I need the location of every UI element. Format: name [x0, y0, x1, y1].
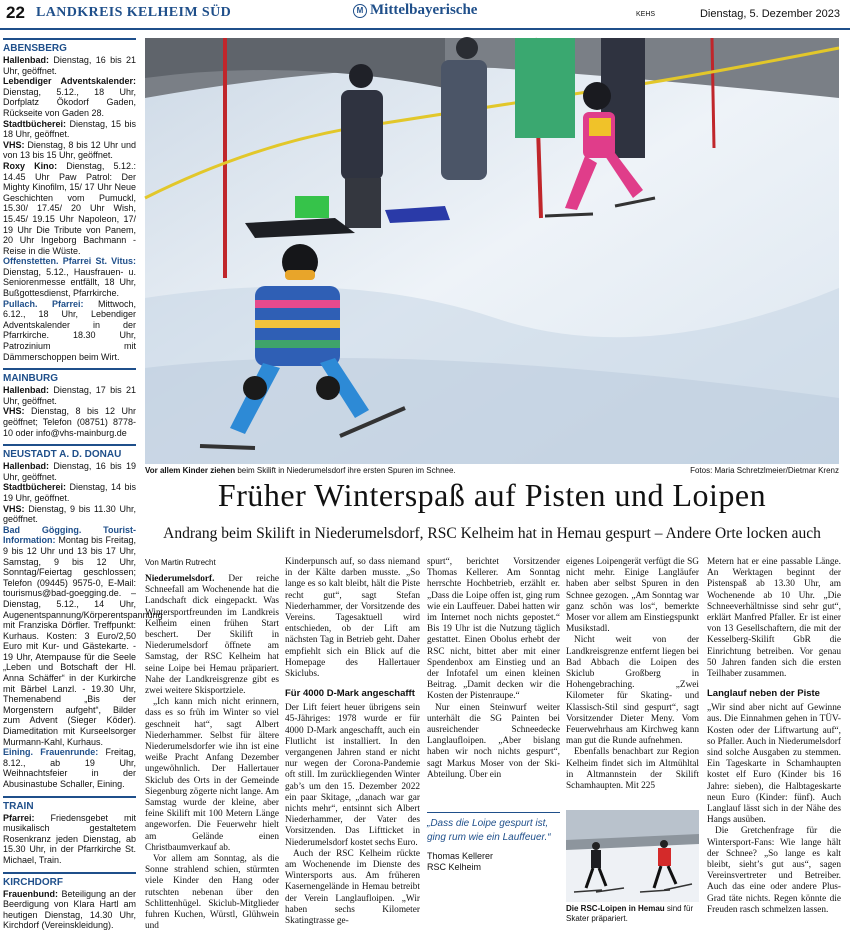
listing-entry: Hallenbad: Dienstag, 16 bis 19 Uhr, geöffnet.: [3, 461, 136, 482]
article-subheading: Langlauf neben der Piste: [707, 688, 820, 700]
ski-slope-photo: [145, 38, 839, 464]
listing-entry: VHS: Dienstag, 9 bis 11.30 Uhr, geöffnet.: [3, 503, 136, 525]
article-paragraph: Kinderpunsch auf, so dass niemand in der Kälte darben musste. „So lange es so kalt bleibt, hält die Piste recht gut“, sagt Stefan Niederhammer, der Vorsitzende des Vereins. Tagesaktuell wird entschieden, ob der Lift am nächsten Tag in Betrieb geht. Daher empfiehlt sich ein Blick auf die Homepage des Hallertauer Skiclubs.: [285, 557, 420, 680]
newspaper-brand: [353, 2, 477, 19]
article-paragraph: Nicht weit von der Landkreisgrenze entfernt liegen bei Bad Abbach die Loipen des Skiclub Großberg in Hohengebraching. „Zwei Kilometer für Skating- und Klassisch-Stil sind gespurt“, sagt Vorsitzender Dieter Meny. Vom Feuerwehrhaus am Kirchweg kann man gut die Runde aufnehmen.: [566, 635, 699, 747]
issue-date: Dienstag, 5. Dezember 2023: [699, 8, 840, 20]
town-block-train: [3, 796, 136, 866]
article-paragraph: Vor allem am Sonntag, als die Sonne strahlend schien, stürmten viele Kinder den Hang oder rutschten nebenan über den Schlittenhügel. Skiclub-Mitglieder fuhren Kuchen, Würstl, Glühwein und: [145, 854, 279, 932]
photo-caption-row: [145, 466, 839, 475]
listing-entry: Pullach. Pfarrei: Mittwoch, 6.12., 18 Uhr, Lebendiger Adventskalender in der Pfarrkirche. 18.30 Uhr, Patrozinium mit Dämmerschoppen beim Wirt.: [3, 298, 137, 362]
listing-entry: Bad Gögging. Tourist-Information: Montag bis Freitag, 9 bis 12 Uhr und 13 bis 17 Uhr, Samstag, 9 bis 12 Uhr, Sonntag/Feiertag geschlossen; Telefon (09445) 9575-0, E-Mail: tourismus@bad-goegging.de. – Dienstag, 5.12., 14 Uhr, Augenentspannung/Körperentspannung mit Franziska Dörfler. Treffpunkt: Kurhaus. Kosten: 3 Euro/2,50 Euro mit Kur- und Gästekarte. - 19 Uhr, Atempause für die Seele „Leben und Botschaft der Hl. Anna Schäffer“ in der Kurkirche mit Bärbel Lanzl. - 19.30 Uhr, Themenabend „Bis der Morgenstern aufgeht“, Bilder zum Advent (Sieger Köder). Diameditation mit Kurseelsorger Murmann-Kahl, Kurhaus.: [3, 524, 163, 747]
town-block-neustadt: [3, 444, 163, 789]
cross-country-skiers-illustration: [566, 810, 699, 902]
listing-entry: Lebendiger Adventskalender: Dienstag, 5.12., 18 Uhr, Dorfplatz Ökodorf Gaden, Rückseite von Gaden 28.: [3, 76, 136, 118]
article-column-1: [145, 574, 279, 932]
listing-entry: Hallenbad: Dienstag, 17 bis 21 Uhr, geöffnet.: [3, 385, 136, 406]
article-paragraph: Ebenfalls benachbart zur Region Kelheim findet sich im Altmühltal in Altmannstein der Skilift Schamhaupten. Mit 225: [566, 747, 699, 792]
listing-entry: Eining. Frauenrunde: Freitag, 8.12., ab 19 Uhr, Weihnachtsfeier in der Abusinastube Schaller, Eining.: [3, 747, 136, 789]
town-heading: ABENSBERG: [3, 43, 67, 54]
loipe-photo-caption: Die RSC-Loipen in Hemau sind für Skater präpariert.: [566, 904, 694, 923]
town-block-kirchdorf: [3, 872, 136, 931]
section-title: LANDKREIS KELHEIM SÜD: [36, 5, 232, 20]
town-heading: KIRCHDORF: [3, 876, 63, 888]
article-paragraph: Der Lift feiert heuer übrigens sein 45-Jähriges: 1978 wurde er für 4000 D-Mark angeschafft, auch ein Flutlicht ist installiert. In den vergangenen Jahren stand er nicht nur wegen der Corona-Pandemie oft still. Im zurückliegenden Winter gab’s um den 15. Dezember 2022 ein paar Skitage, „danach war gar nichts mehr“, entsinnt sich Albert Niederhammer, der Vater des Vorsitzenden. Das Liftticket in Niederumelsdorf kostet sechs Euro.: [285, 703, 420, 848]
article-paragraph: Metern hat er eine passable Länge. An Werktagen beginnt der Pistenspaß ab 13.30 Uhr, am Wochenende ab 10 Uhr. „Die Schneeverhältnisse sind sehr gut“, erklärt Manfred Pfaller. Er ist einer von 13 Gesellschaftern, die mit der Kesselberg-Skilift GbR die Einrichtung betreiben. Vor genau 50 Jahren fanden sich die ersten Teilhaber zusammen.: [707, 557, 841, 680]
listing-entry: Stadtbücherei: Dienstag, 14 bis 19 Uhr, geöffnet.: [3, 482, 136, 503]
listing-entry: Frauenbund: Beteiligung an der Beerdigung von Klara Hartl am heutigen Dienstag, 14.30 Uhr, Kirchdorf (Vereinskleidung).: [3, 888, 136, 931]
article-paragraph: „Wir sind aber nicht auf Gewinne aus. Die Einnahmen gehen in TÜV-Kosten oder der Liftwartung auf“, so Pfaller. Auch in Niederumelsdorf sind solche Ausgaben zu stemmen. Ein Tageskarte in Schamhaupten kostet elf Euro (Kinder bis 16 Jahre: sieben), die Halbtageskarte neun Euro (Kinder: fünf). Auch Langlauf lässt sich in der Nähe des Hangs ausüben.: [707, 703, 842, 826]
pull-quote-attribution: Thomas Kellerer RSC Kelheim: [427, 851, 494, 872]
pull-quote-text: „Dass die Loipe gespurt ist, ging rum wie ein Lauffeuer.“: [427, 818, 551, 843]
listing-entry: Pfarrei: Friedensgebet mit musikalisch gestaltetem Rosenkranz jeden Dienstag, ab 15.30 Uhr, in der Pfarrkirche St. Michael, Train.: [3, 812, 136, 865]
edition-code: KEHS: [636, 11, 656, 18]
listing-entry: Offenstetten. Pfarrei St. Vitus: Dienstag, 5.12., Hausfrauen- u. Seniorenmesse entfällt, 18 Uhr, Bußgottesdienst, Pfarrkirche.: [3, 256, 136, 299]
photo-credit: Fotos: Maria Schretzlmeier/Dietmar Krenz: [690, 466, 839, 475]
article-column-2: [285, 557, 420, 925]
article-paragraph: Auch der RSC Kelheim rückte am Wochenende im Dienste des Wintersports aus. Am früheren Kasernengelände in Hemau betreibt der Verein Langlaufloipen. „Wir haben sechs Kilometer Skatingtrasse ge-: [285, 848, 420, 927]
loipe-photo: [566, 810, 699, 902]
article-paragraph: eigenes Loipengerät verfügt die SG nicht mehr. Einige Langläufer haben aber selbst Spuren in den Schnee gezogen. „Am Sonntag war ganz schön was los“, bemerkte Moser vor allem am Einstiegspunkt Musikstadl.: [566, 557, 699, 635]
town-block-abensberg: [3, 38, 136, 362]
article-paragraph: Die Gretchenfrage für die Wintersport-Fans: Wie lange hält der Schnee? „So lange es kalt bleibt, sieht’s gut aus“, sagen Vereinsvertreter und Betreiber. Auch das eine oder andere Plus-Grad täte nichts. Regen könnte die Freuden rasch schmelzen lassen.: [707, 826, 841, 915]
listing-entry: VHS: Dienstag, 8 bis 12 Uhr und von 13 bis 15 Uhr, geöffnet.: [3, 139, 136, 161]
article-headline: Früher Winterspaß auf Pisten und Loipen: [217, 477, 767, 513]
event-listings-sidebar: [3, 38, 163, 931]
listing-entry: VHS: Dienstag, 8 bis 12 Uhr geöffnet; Telefon (08751) 8778-10 oder info@vhs-mainburg.de: [3, 406, 136, 438]
page-number: 22: [6, 3, 25, 22]
brand-logo-icon: M: [353, 4, 367, 18]
ski-slope-illustration: [145, 38, 839, 464]
page-header: [0, 0, 850, 30]
photo-caption: Vor allem Kinder ziehen beim Skilift in Niederumelsdorf ihre ersten Spuren im Schnee.: [145, 466, 456, 475]
article-subheading: Für 4000 D-Mark angeschafft: [285, 688, 415, 700]
article-column-3: [427, 557, 560, 807]
article-paragraph: „Ich kann mich nicht erinnern, dass es so früh im Winter so viel geschneit hat“, sagt Albert Niederhammer. Selbst für ältere Niederumelsdorfer wie ihn ist eine weiße Pracht Anfang Dezember ungewöhnlich. Der Hallertauer Skiclub des Orts in der Gemeinde Siegenburg zögerte nicht lange. Am Samstag wurde der kleine, aber feine Skilift mit 100 Metern Länge angeworfen. Die Feuerwehr hielt am Gelände einen Christbaumverkauf ab.: [145, 697, 279, 853]
listing-entry: Roxy Kino: Dienstag, 5.12.: 14.45 Uhr Paw Patrol: Der Mighty Kinofilm, 15/ 17 Uhr Neue Geschichten vom Pumuckl, 15.30/ 17.45/ 20 Uhr Wish, 15.45/ 19.15 Uhr Napoleon, 17/ 19 Uhr Die Tribute von Panem, 20 Uhr Ingeborg Bachmann - Reise in die Wüste.: [3, 160, 136, 256]
brand-name: Mittelbayerische: [370, 2, 478, 18]
listing-entry: Stadtbücherei: Dienstag, 15 bis 18 Uhr, geöffnet.: [3, 118, 136, 140]
town-heading: MAINBURG: [3, 373, 58, 385]
article-paragraph: Niederumelsdorf. Der reiche Schneefall am Wochenende hat die Landschaft dick eingepackt. Was Wintersportfreunden im Landkreis Kelheim einen frühen Start beschert. Der Skilift in Niederumelsdorf öffnete am Samstag, der RSC Kelheim hat seine Loipe bei Hemau präpariert. Nahe der Landkreisgrenze gibt es zwei weitere Skisportziele.: [145, 574, 279, 697]
article-author: Von Martin Rutrecht: [145, 558, 216, 567]
town-heading: NEUSTADT A. D. DONAU: [3, 449, 122, 461]
article-subheadline: Andrang beim Skilift in Niederumelsdorf, RSC Kelheim hat in Hemau gespurt – Andere Orte locken auch: [163, 525, 821, 542]
town-block-mainburg: [3, 368, 136, 438]
article-column-5: [707, 557, 841, 925]
town-heading: TRAIN: [3, 800, 34, 812]
article-paragraph: spurt“, berichtet Vorsitzender Thomas Kellerer. Am Sonntag herrschte Hochbetrieb, erzählt er. „Dass die Loipe offen ist, ging rum wie ein Lauffeuer. Dabei hatten wir im Internet noch nichts gepostet.“ Bis 19 Uhr ist die Nutzung täglich gestattet. Einen Obolus erhebt der RSC nicht, bittet aber mit einer Spendenbox am Einstieg und an der Infotafel um einen kleinen Beitrag. „Damit decken wir die Kosten der Pistenraupe.“: [427, 557, 560, 702]
article-paragraph: Nur einen Steinwurf weiter unterhält die SG Painten bei ausreichender Schneedecke Langlaufloipen. „Aber bislang haben wir noch nichts gespurt“, sagt Markus Moser von der Ski-Abteilung. Über ein: [427, 702, 560, 780]
listing-entry: Hallenbad: Dienstag, 16 bis 21 Uhr, geöffnet.: [3, 55, 136, 76]
pull-quote: [427, 812, 560, 873]
